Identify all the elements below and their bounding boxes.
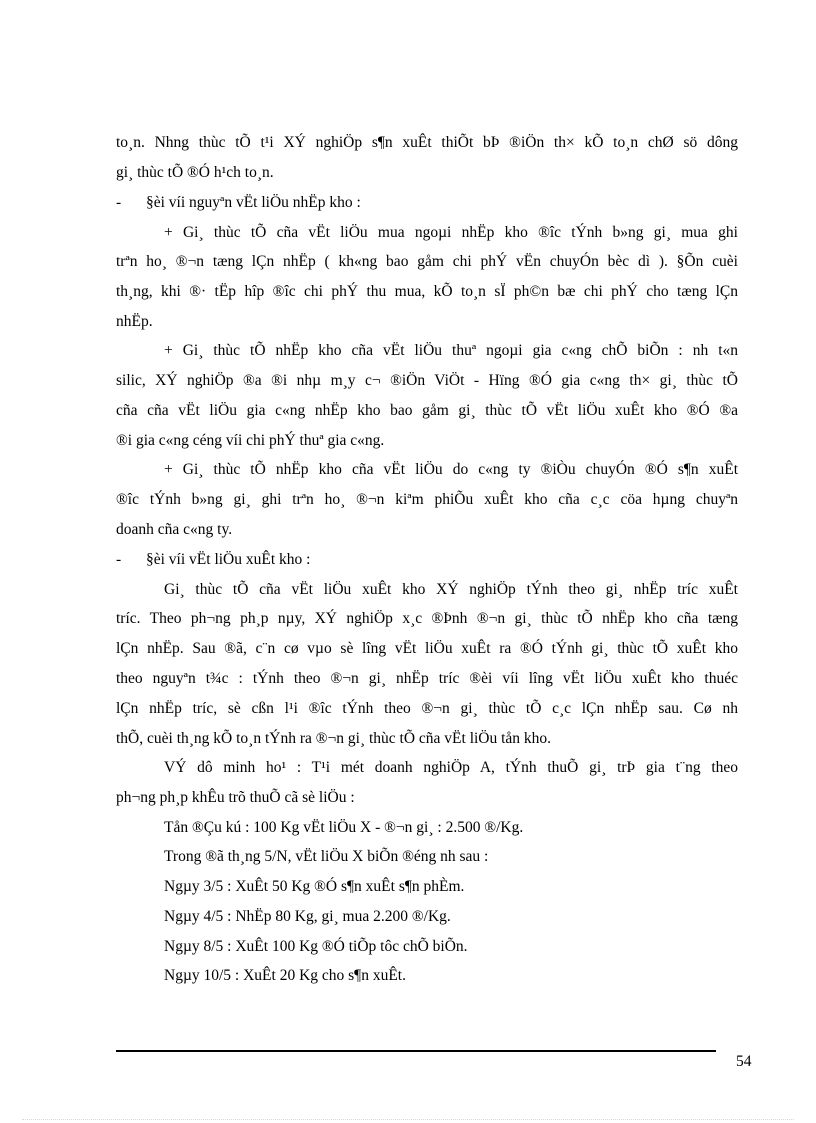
text-line-11: ®i gia c«ng céng víi chi phÝ thuª gia c«ng. — [116, 432, 385, 449]
bullet-text: §èi víi vËt liÖu xuÊt kho : — [146, 551, 311, 568]
dash-bullet: - — [116, 194, 122, 211]
text-line-18: lÇn nhËp. Sau ®ã, c¨n cø vµo sè lîng vËt liÖu xuÊt ra ®Ó tÝnh gi¸ thùc tÕ xuÊt kho — [116, 640, 738, 657]
page-bottom-border — [22, 1119, 794, 1120]
text-line-23: ph¬ng ph¸p khÊu trõ thuÕ cã sè liÖu : — [116, 789, 355, 806]
text-line-6: th¸ng, khi ®· tËp hîp ®îc chi phÝ thu mua, kÕ to¸n sÏ ph©n bæ chi phÝ cho tæng lÇn — [116, 283, 738, 300]
footer-divider — [116, 1050, 716, 1052]
text-line-9: silic, XÝ nghiÖp ®a ®i nhµ m¸y c¬ ®iÖn ViÖt - Hïng ®Ó gia c«ng th× gi¸ thùc tÕ — [116, 372, 738, 389]
text-line-4: + Gi¸ thùc tÕ cña vËt liÖu mua ngoµi nhËp kho ®îc tÝnh b»ng gi¸ mua ghi — [164, 224, 738, 241]
text-line-29: Ngµy 10/5 : XuÊt 20 Kg cho s¶n xuÊt. — [164, 967, 406, 984]
page-number: 54 — [736, 1053, 752, 1070]
text-line-27: Ngµy 4/5 : NhËp 80 Kg, gi¸ mua 2.200 ®/Kg. — [164, 908, 451, 925]
text-line-17: tríc. Theo ph¬ng ph¸p nµy, XÝ nghiÖp x¸c ®Þnh ®¬n gi¸ thùc tÕ nhËp kho cña tæng — [116, 610, 738, 627]
text-line-22: VÝ dô minh ho¹ : T¹i mét doanh nghiÖp A, tÝnh thuÕ gi¸ trÞ gia t¨ng theo — [164, 759, 738, 776]
text-line-8: + Gi¸ thùc tÕ nhËp kho cña vËt liÖu thuª ngoµi gia c«ng chÕ biÕn : nh t«n — [164, 342, 738, 359]
text-line-2: gi¸ thùc tÕ ®Ó h¹ch to¸n. — [116, 164, 274, 181]
dash-bullet: - — [116, 551, 122, 568]
text-line-19: theo nguyªn t¾c : tÝnh theo ®¬n gi¸ nhËp tríc ®èi víi lîng vËt liÖu xuÊt kho thuéc — [116, 670, 738, 687]
text-line-26: Ngµy 3/5 : XuÊt 50 Kg ®Ó s¶n xuÊt s¶n phÈm. — [164, 878, 465, 895]
text-line-10: cña cña vËt liÖu gia c«ng nhËp kho bao gåm gi¸ thùc tÕ vËt liÖu xuÊt kho ®Ó ®a — [116, 402, 738, 419]
text-line-5: trªn ho¸ ®¬n tæng lÇn nhËp ( kh«ng bao gåm chi phÝ vËn chuyÓn bèc dì ). §Õn cuèi — [116, 253, 738, 270]
bullet-text: §èi víi nguyªn vËt liÖu nhËp kho : — [146, 194, 361, 211]
text-line-16: Gi¸ thùc tÕ cña vËt liÖu xuÊt kho XÝ nghiÖp tÝnh theo gi¸ nhËp tríc xuÊt — [164, 581, 738, 598]
text-line-1: to¸n. Nhng thùc tÕ t¹i XÝ nghiÖp s¶n xuÊt thiÕt bÞ ®iÖn th× kÕ to¸n chØ sö dông — [116, 134, 738, 151]
text-line-24: Tån ®Çu kú : 100 Kg vËt liÖu X - ®¬n gi¸ : 2.500 ®/Kg. — [164, 819, 524, 836]
text-line-28: Ngµy 8/5 : XuÊt 100 Kg ®Ó tiÕp tôc chÕ biÕn. — [164, 938, 468, 955]
text-line-21: thÕ, cuèi th¸ng kÕ to¸n tÝnh ra ®¬n gi¸ thùc tÕ cña vËt liÖu tån kho. — [116, 730, 552, 747]
text-line-20: lÇn nhËp tríc, sè cßn l¹i ®îc tÝnh theo ®¬n gi¸ thùc tÕ c¸c lÇn nhËp sau. Cø nh — [116, 700, 738, 717]
text-line-12: + Gi¸ thùc tÕ nhËp kho cña vËt liÖu do c«ng ty ®iÒu chuyÓn ®Ó s¶n xuÊt — [164, 461, 738, 478]
text-line-14: doanh cña c«ng ty. — [116, 521, 233, 538]
text-line-13: ®îc tÝnh b»ng gi¸ ghi trªn ho¸ ®¬n kiªm phiÕu xuÊt kho cña c¸c cöa hµng chuyªn — [116, 491, 738, 508]
text-line-7: nhËp. — [116, 313, 153, 330]
text-line-25: Trong ®ã th¸ng 5/N, vËt liÖu X biÕn ®éng nh sau : — [164, 848, 489, 865]
